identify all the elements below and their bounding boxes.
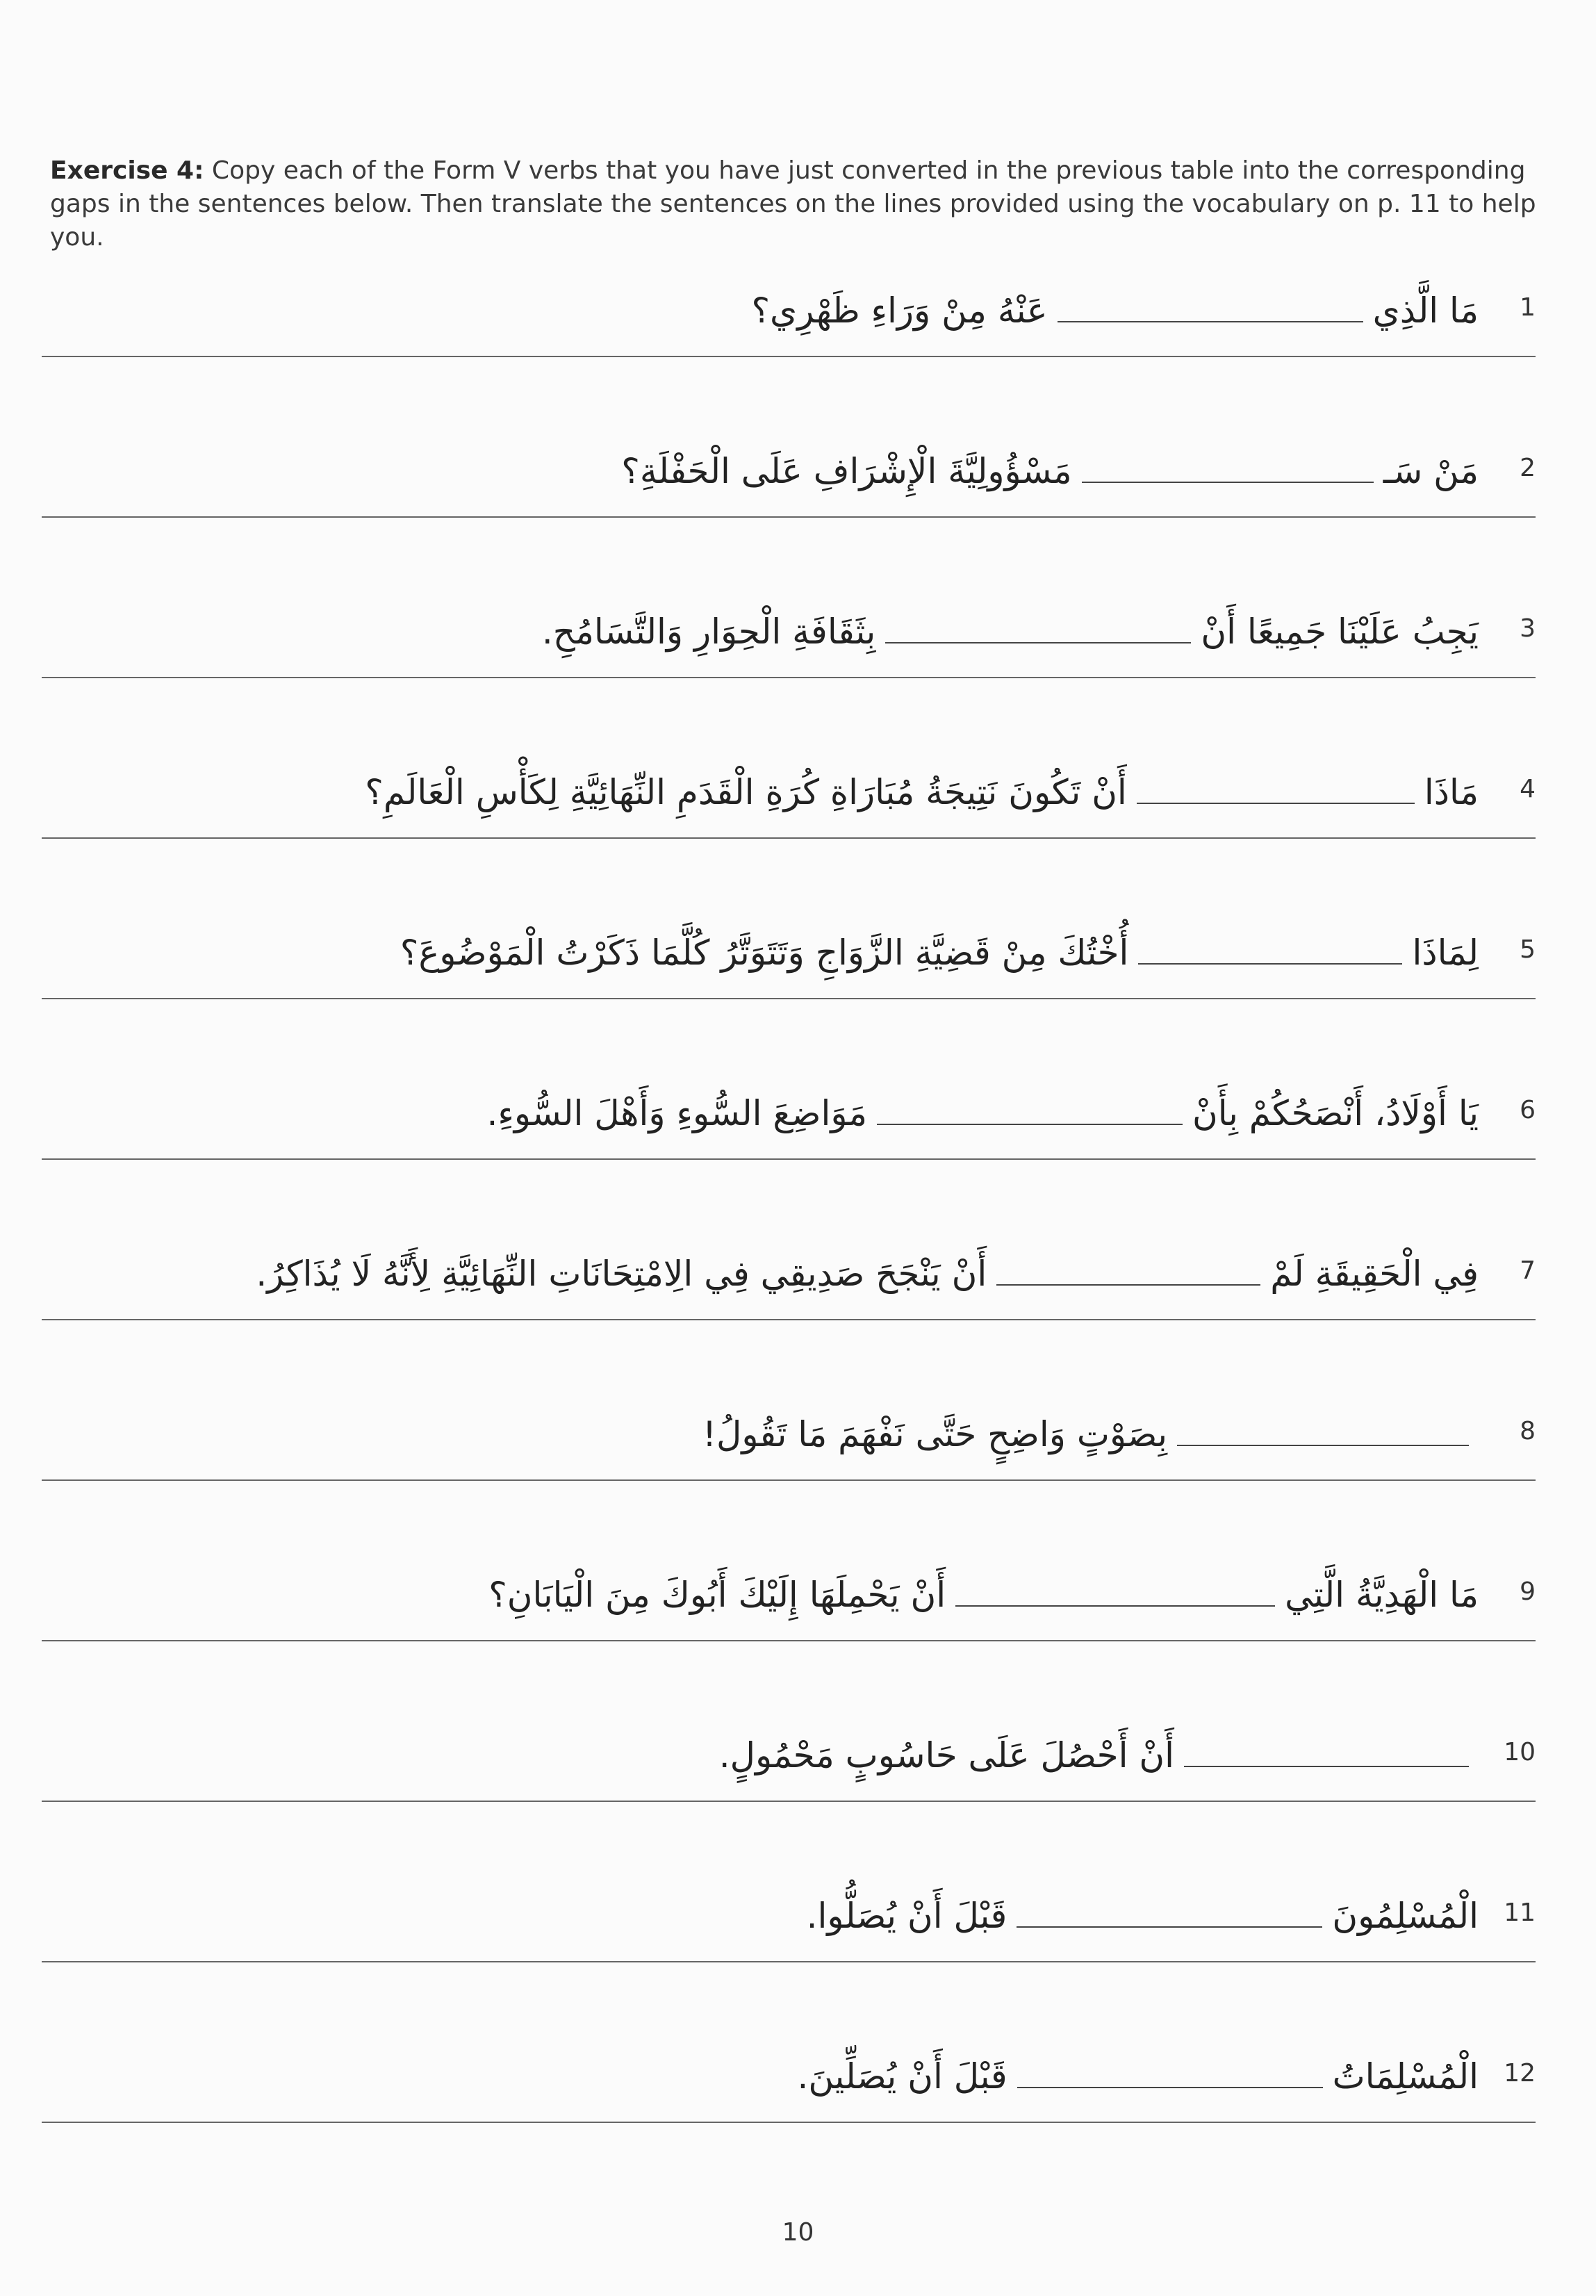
item-number: 10: [1504, 1738, 1536, 1766]
sentence-start: يَجِبُ عَلَيْنَا جَمِيعًا أَنْ: [1201, 612, 1479, 652]
item-number: 5: [1520, 935, 1536, 964]
answer-gap[interactable]: [1177, 1410, 1469, 1446]
translation-line[interactable]: [42, 1158, 1536, 1160]
sentence-start: الْمُسْلِمُونَ: [1332, 1896, 1479, 1936]
item-number: 12: [1504, 2059, 1536, 2088]
sentence-end: بِثَقَافَةِ الْحِوَارِ وَالتَّسَامُحِ.: [541, 612, 876, 652]
exercise-instructions: [50, 154, 1544, 254]
arabic-sentence: [256, 1243, 1479, 1305]
translation-line[interactable]: [42, 1640, 1536, 1641]
sentence-end: بِصَوْتٍ وَاضِحٍ حَتَّى نَفْهَمَ مَا تَقُولُ!: [702, 1414, 1167, 1454]
sentence-start: مَاذَا: [1424, 772, 1479, 812]
sentence-start: مَنْ سَـ: [1383, 451, 1479, 491]
exercise-item-9: [42, 1564, 1536, 1647]
exercise-instruction-text: Copy each of the Form V verbs that you have just converted in the previous table into the corresponding gaps in the sentences below. Then translate the sentences on the lines provided using the vocabulary on p. 11 to help you.: [50, 156, 1536, 252]
sentence-end: مَسْؤُولِيَّةَ الْإِشْرَافِ عَلَى الْحَفْلَةِ؟: [621, 451, 1072, 491]
exercise-item-12: [42, 2045, 1536, 2129]
exercise-item-3: [42, 600, 1536, 684]
exercise-item-1: [42, 279, 1536, 363]
item-number: 8: [1520, 1417, 1536, 1445]
sentence-start: لِمَاذَا: [1412, 933, 1479, 973]
arabic-sentence: [542, 600, 1479, 663]
answer-gap[interactable]: [1082, 447, 1374, 483]
item-number: 11: [1504, 1899, 1536, 1927]
sentence-start: يَا أَوْلَادُ، أَنْصَحُكُمْ بِأَنْ: [1192, 1093, 1479, 1133]
translation-line[interactable]: [42, 356, 1536, 357]
item-number: 2: [1520, 454, 1536, 482]
exercise-item-11: [42, 1885, 1536, 1968]
sentence-start: مَا الْهَدِيَّةُ الَّتِي: [1285, 1575, 1479, 1615]
exercise-item-7: [42, 1243, 1536, 1326]
arabic-sentence: [752, 279, 1479, 342]
translation-line[interactable]: [42, 516, 1536, 518]
exercise-item-10: [42, 1724, 1536, 1807]
translation-line[interactable]: [42, 1801, 1536, 1802]
answer-gap[interactable]: [1137, 768, 1415, 804]
answer-gap[interactable]: [1184, 1731, 1469, 1767]
answer-gap[interactable]: [955, 1571, 1275, 1607]
item-number: 1: [1520, 293, 1536, 322]
answer-gap[interactable]: [996, 1249, 1260, 1286]
arabic-sentence: [797, 2045, 1479, 2108]
answer-gap[interactable]: [885, 607, 1191, 643]
exercise-item-4: [42, 761, 1536, 844]
sentence-end: عَنْهُ مِنْ وَرَاءِ ظَهْرِي؟: [751, 290, 1048, 331]
item-number: 7: [1520, 1256, 1536, 1285]
translation-line[interactable]: [42, 837, 1536, 839]
arabic-sentence: [488, 1564, 1479, 1626]
exercise-label: Exercise 4:: [50, 156, 204, 185]
sentence-end: أَنْ يَنْجَحَ صَدِيقِي فِي الِامْتِحَانَاتِ النِّهَائِيَّةِ لِأَنَّهُ لَا يُذَاكِرُ.: [256, 1254, 987, 1294]
answer-gap[interactable]: [1058, 286, 1363, 322]
exercise-item-2: [42, 440, 1536, 523]
arabic-sentence: [719, 1724, 1479, 1787]
sentence-end: مَوَاضِعَ السُّوءِ وَأَهْلَ السُّوءِ.: [486, 1093, 867, 1133]
sentence-start: فِي الْحَقِيقَةِ لَمْ: [1270, 1254, 1479, 1294]
translation-line[interactable]: [42, 1961, 1536, 1962]
exercise-item-6: [42, 1082, 1536, 1165]
sentence-start: مَا الَّذِي: [1372, 290, 1479, 331]
translation-line[interactable]: [42, 1319, 1536, 1320]
arabic-sentence: [486, 1082, 1479, 1145]
item-number: 6: [1520, 1096, 1536, 1124]
item-number: 9: [1520, 1577, 1536, 1606]
exercise-item-5: [42, 921, 1536, 1005]
arabic-sentence: [400, 921, 1479, 984]
sentence-end: أَنْ يَحْمِلَهَا إِلَيْكَ أَبُوكَ مِنَ الْيَابَانِ؟: [488, 1575, 946, 1615]
translation-line[interactable]: [42, 998, 1536, 999]
sentence-end: قَبْلَ أَنْ يُصَلُّوا.: [806, 1896, 1007, 1936]
translation-line[interactable]: [42, 2122, 1536, 2123]
page-number: 10: [782, 2218, 814, 2247]
sentence-end: أَنْ تَكُونَ نَتِيجَةُ مُبَارَاةِ كُرَةِ الْقَدَمِ النِّهَائِيَّةِ لِكَأْسِ الْعَالَمِ؟: [365, 772, 1127, 812]
arabic-sentence: [365, 761, 1479, 823]
sentence-start: الْمُسْلِمَاتُ: [1332, 2056, 1479, 2097]
translation-line[interactable]: [42, 1479, 1536, 1481]
arabic-sentence: [621, 440, 1479, 502]
sentence-end: أُخْتُكَ مِنْ قَضِيَّةِ الزَّوَاجِ وَتَتَوَتَّرُ كُلَّمَا ذَكَرْتُ الْمَوْضُوعَ؟: [400, 933, 1129, 973]
answer-gap[interactable]: [1138, 928, 1402, 965]
translation-line[interactable]: [42, 677, 1536, 678]
sentence-end: قَبْلَ أَنْ يُصَلِّينَ.: [797, 2056, 1007, 2097]
arabic-sentence: [807, 1885, 1479, 1947]
item-number: 4: [1520, 775, 1536, 803]
exercise-item-8: [42, 1403, 1536, 1486]
answer-gap[interactable]: [1017, 2052, 1323, 2088]
item-number: 3: [1520, 614, 1536, 643]
arabic-sentence: [702, 1403, 1479, 1466]
answer-gap[interactable]: [877, 1089, 1183, 1125]
answer-gap[interactable]: [1017, 1892, 1322, 1928]
sentence-end: أَنْ أَحْصُلَ عَلَى حَاسُوبٍ مَحْمُولٍ.: [718, 1735, 1174, 1776]
